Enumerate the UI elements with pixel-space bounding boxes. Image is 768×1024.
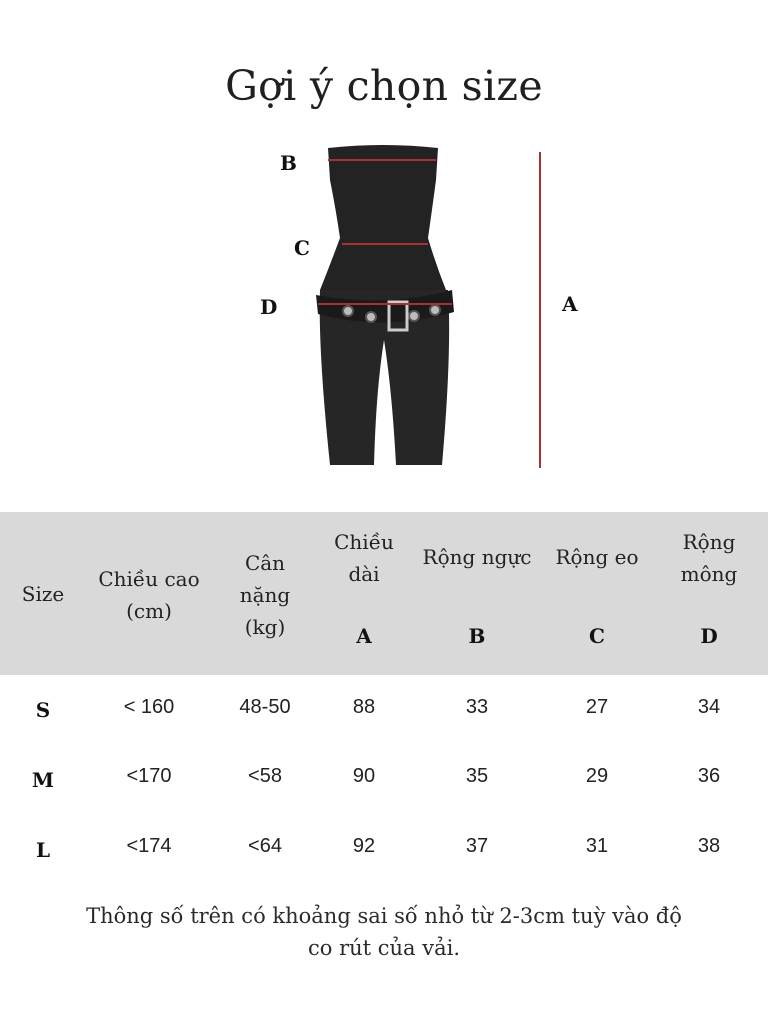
header-weight: Cân nặng (kg) [239, 551, 291, 639]
row-length-cell: 88 [352, 696, 376, 718]
row-weight-cell: 48-50 [239, 696, 291, 718]
row-chest-cell: 35 [465, 765, 489, 787]
row-waist-cell: 31 [585, 835, 609, 857]
row-length-cell: 90 [352, 765, 376, 787]
garment-figure [256, 140, 556, 480]
row-hip-cell: 36 [697, 765, 721, 787]
garment-bodice [320, 145, 446, 290]
header-length: Chiều dài [334, 530, 394, 586]
header-letter-c: C [589, 624, 605, 648]
header-size: Size [21, 582, 65, 606]
row-height-cell: < 160 [123, 696, 175, 718]
row-height-cell: <174 [126, 835, 172, 857]
page-title: Gợi ý chọn size [225, 62, 543, 110]
header-hip: Rộng mông [680, 530, 738, 586]
row-size-cell: M [31, 768, 55, 792]
row-waist-cell: 29 [585, 765, 609, 787]
header-height: Chiều cao (cm) [98, 567, 200, 623]
belt-grommet [430, 305, 440, 315]
row-chest-cell: 37 [465, 835, 489, 857]
row-size-cell: S [35, 698, 51, 722]
row-weight-cell: <64 [248, 835, 282, 857]
row-chest-cell: 33 [465, 696, 489, 718]
footnote: Thông số trên có khoảng sai số nhỏ từ 2-3cm tuỳ vào độ co rút của vải. [86, 904, 682, 960]
belt-grommet [366, 312, 376, 322]
label-b: B [280, 151, 297, 175]
label-c: C [294, 236, 310, 260]
label-a: A [562, 292, 578, 316]
jumpsuit-illustration [256, 140, 556, 480]
row-weight-cell: <58 [248, 765, 282, 787]
header-letter-a: A [356, 624, 372, 648]
belt-grommet [343, 306, 353, 316]
row-height-cell: <170 [126, 765, 172, 787]
row-hip-cell: 38 [697, 835, 721, 857]
header-letter-b: B [468, 624, 486, 648]
row-waist-cell: 27 [585, 696, 609, 718]
label-d: D [260, 295, 278, 319]
header-chest: Rộng ngực [422, 545, 532, 569]
row-length-cell: 92 [352, 835, 376, 857]
header-letter-d: D [700, 624, 718, 648]
row-size-cell: L [35, 838, 51, 862]
header-waist: Rộng eo [555, 545, 639, 569]
belt-grommet [409, 311, 419, 321]
row-hip-cell: 34 [697, 696, 721, 718]
